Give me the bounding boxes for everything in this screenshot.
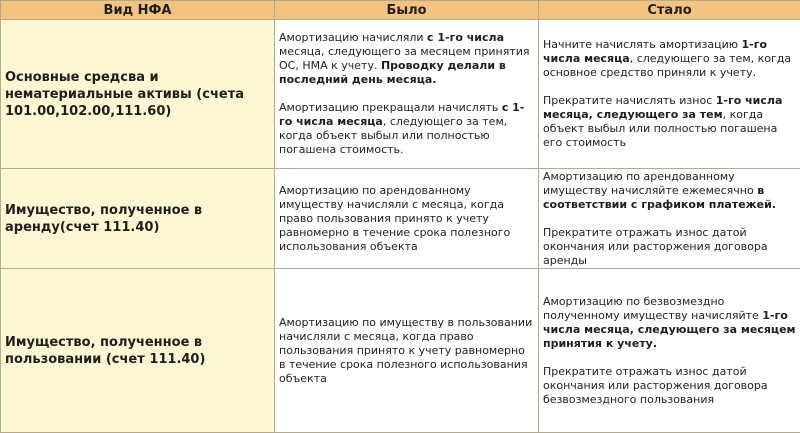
header-was: Было	[275, 1, 539, 20]
now-paragraph: Амортизацию по безвозмездно полученному имуществу начисляйте 1-го числа месяца, следующего за месяцем принятия к учету.	[543, 294, 796, 350]
was-cell	[275, 169, 539, 269]
was-cell	[275, 20, 539, 169]
now-paragraph: Прекратите начислять износ 1-го числа месяца, следующего за тем, когда объект выбыл или полностью погашена его стоимость	[543, 94, 783, 149]
now-cell	[539, 169, 800, 269]
header-row	[1, 1, 800, 20]
now-cell	[539, 269, 800, 433]
was-cell	[275, 269, 539, 433]
header-nfa-type: Вид НФА	[1, 1, 275, 20]
nfa-type-cell: Основные средсва и нематериальные активы (счета 101.00,102.00,111.60)	[1, 20, 275, 169]
was-paragraph: Амортизацию по имуществу в пользовании начисляли с месяца, когда право пользования принято к учету равномерно в течение срока полезного использования объекта	[279, 315, 533, 385]
was-paragraph: Амортизацию по арендованному имуществу начисляли с месяца, когда право пользования принято к учету равномерно в течение срока полезного использования объекта	[279, 183, 511, 253]
table-row	[1, 169, 800, 269]
now-cell	[539, 20, 800, 169]
header-now: Стало	[539, 1, 800, 20]
now-paragraph: Амортизацию по арендованному имуществу начисляйте ежемесячно в соответствии с графиком платежей.	[543, 169, 776, 211]
nfa-type-cell: Имущество, полученное в аренду(счет 111.40)	[1, 169, 275, 269]
nfa-type-cell: Имущество, полученное в пользовании (счет 111.40)	[1, 269, 275, 433]
table-row	[1, 269, 800, 433]
now-paragraph: Начните начислять амортизацию 1-го числа месяца, следующего за тем, когда основное средство приняли к учету.	[543, 38, 792, 79]
was-paragraph: Амортизацию прекращали начислять с 1-го числа месяца, следующего за тем, когда объект выбыл или полностью погашена стоимость.	[279, 101, 525, 156]
table-row	[1, 20, 800, 169]
now-paragraph: Прекратите отражать износ датой окончания или расторжения договора аренды	[543, 225, 768, 267]
was-paragraph: Амортизацию начисляли с 1-го числа месяца, следующего за месяцем принятия ОС, НМА к учету. Проводку делали в последний день месяца.	[279, 31, 530, 86]
now-paragraph: Прекратите отражать износ датой окончания или расторжения договора безвозмездного пользования	[543, 364, 768, 406]
